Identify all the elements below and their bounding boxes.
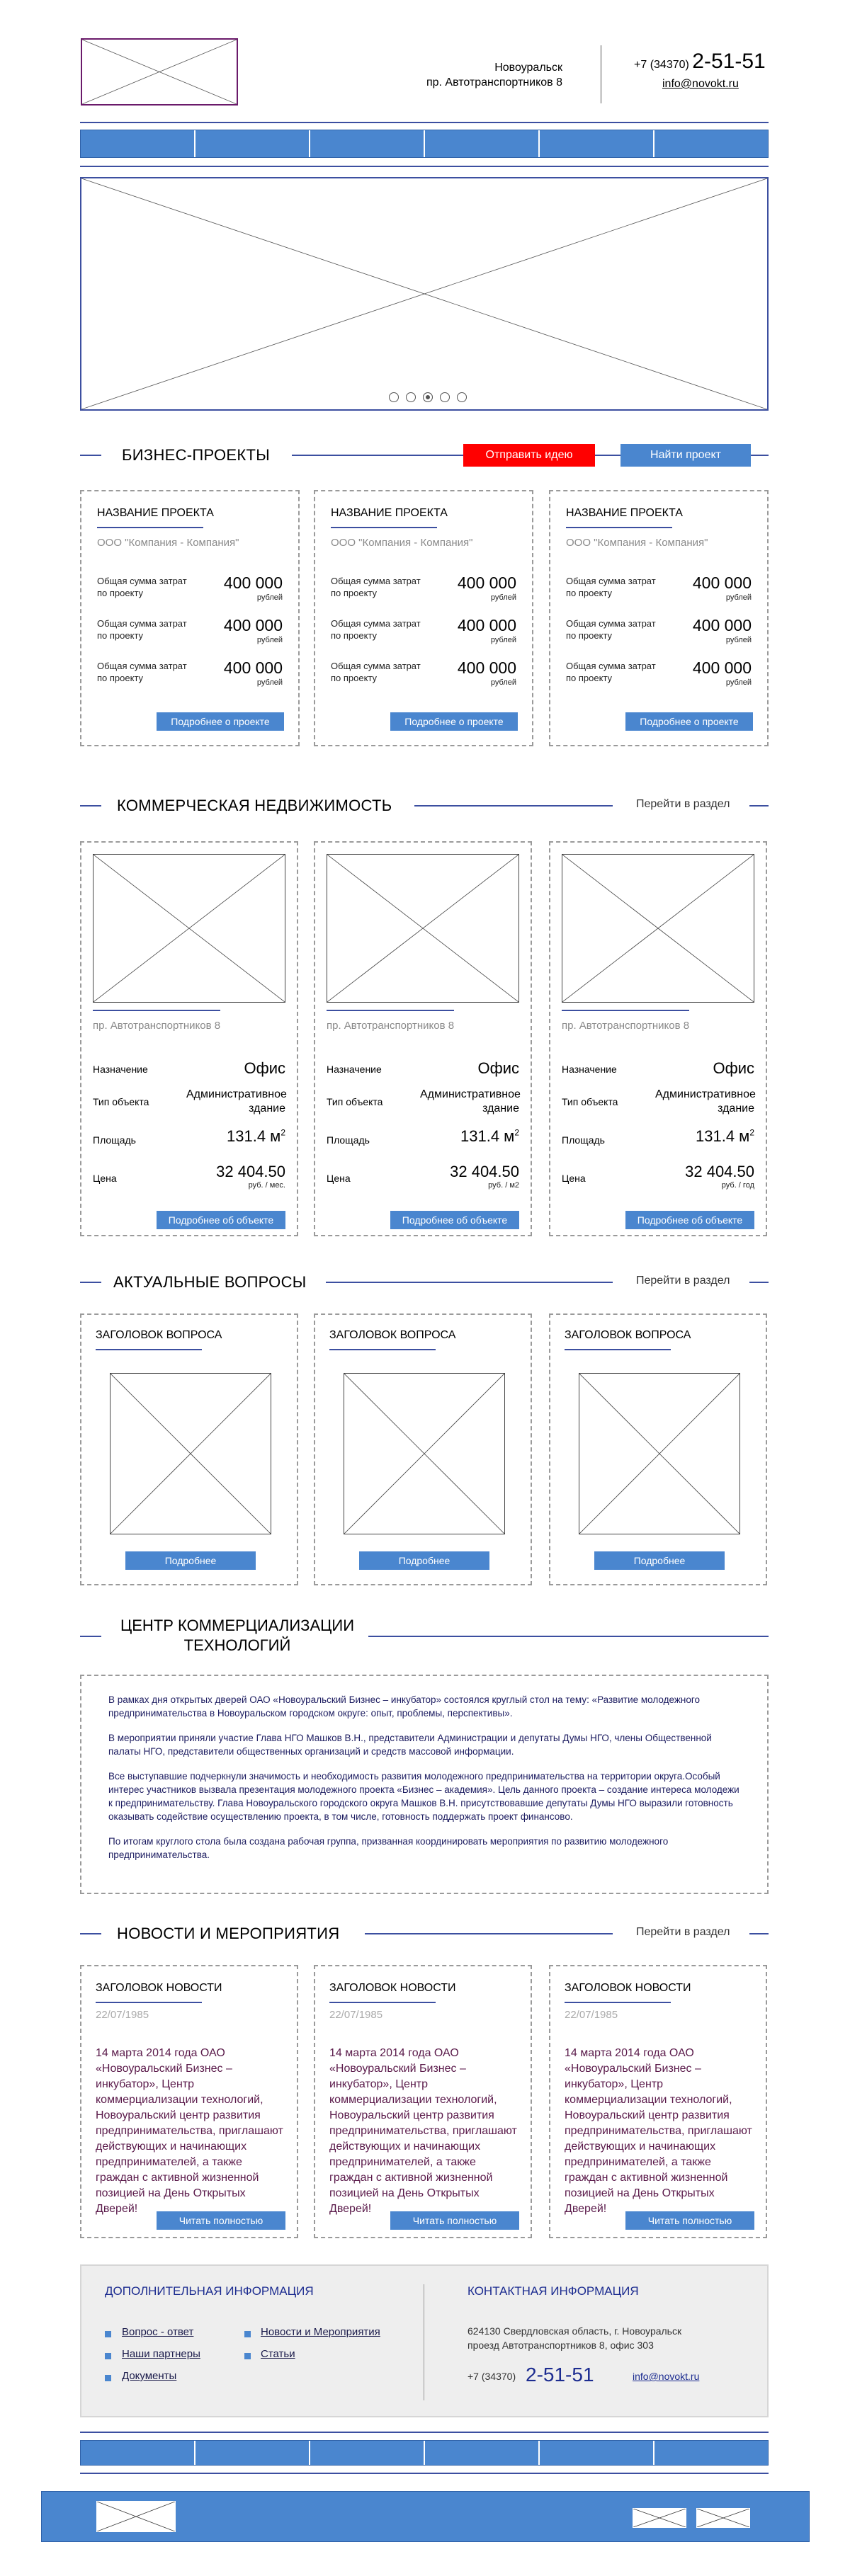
center-title-line2: ТЕХНОЛОГИЙ [183, 1636, 291, 1654]
area-value [460, 1127, 519, 1146]
question-details-button[interactable]: Подробнее [594, 1551, 725, 1570]
project-row-unit: рублей [490, 636, 516, 644]
price-value: 32 404.50 [216, 1163, 285, 1180]
nav-item-4[interactable] [425, 130, 540, 157]
bottom-nav-item-6[interactable] [654, 2441, 768, 2465]
project-row-value: 400 000 [692, 574, 752, 592]
realty-card [314, 841, 532, 1236]
find-project-button[interactable]: Найти проект [620, 444, 751, 467]
title-underline [565, 2002, 671, 2003]
purpose-label: Назначение [93, 1064, 148, 1075]
news-title[interactable]: ЗАГОЛОВОК НОВОСТИ [96, 1982, 222, 1994]
purpose-value: Офис [244, 1059, 285, 1077]
questions-section-title: АКТУАЛЬНЫЕ ВОПРОСЫ [113, 1273, 307, 1291]
projects-line-mid [292, 455, 463, 456]
price-unit: руб. / м2 [488, 1181, 519, 1190]
center-paragraph-4: По итогам круглого стола была создана рабочая группа, призванная координировать мероприятия по развитию молодежного предпринимательства. [108, 1836, 669, 1860]
project-card [80, 490, 300, 746]
bottom-nav-top-line [80, 2432, 769, 2433]
header-address: пр. Автотранспортников 8 [426, 76, 562, 89]
news-read-more-button[interactable]: Читать полностью [390, 2211, 519, 2230]
news-card [80, 1965, 298, 2238]
contact-info-title: КОНТАКТНАЯ ИНФОРМАЦИЯ [468, 2284, 639, 2298]
purpose-label: Назначение [327, 1064, 382, 1075]
news-section-link[interactable]: Перейти в раздел [636, 1926, 730, 1938]
question-details-button[interactable]: Подробнее [359, 1551, 489, 1570]
area-sup: 2 [514, 1127, 519, 1138]
questions-line-left [80, 1282, 101, 1283]
header-phone-code: +7 (34370) [634, 59, 689, 71]
price-value: 32 404.50 [450, 1163, 519, 1180]
send-idea-button[interactable]: Отправить идею [463, 444, 595, 467]
news-line-left [80, 1933, 101, 1934]
project-details-button[interactable]: Подробнее о проекте [157, 712, 284, 731]
slider-dot-5[interactable] [457, 392, 467, 402]
project-row-value: 400 000 [223, 659, 283, 677]
address-underline [327, 1010, 454, 1011]
news-title[interactable]: ЗАГОЛОВОК НОВОСТИ [329, 1982, 456, 1994]
realty-details-button[interactable]: Подробнее об объекте [157, 1211, 285, 1229]
contact-email-link[interactable]: info@novokt.ru [633, 2371, 700, 2382]
project-row-unit: рублей [725, 593, 752, 602]
price-label: Цена [93, 1173, 117, 1184]
header-phone [634, 50, 766, 74]
bullet-icon [244, 2331, 251, 2337]
additional-info-title: ДОПОЛНИТЕЛЬНАЯ ИНФОРМАЦИЯ [105, 2284, 314, 2298]
nav-top-line [80, 122, 769, 123]
project-row-label: Общая сумма затрат по проекту [566, 618, 656, 641]
nav-item-1[interactable] [81, 130, 196, 157]
purpose-value: Офис [477, 1059, 519, 1077]
news-read-more-button[interactable]: Читать полностью [625, 2211, 754, 2230]
project-name[interactable]: НАЗВАНИЕ ПРОЕКТА [97, 507, 214, 519]
footer-logo[interactable] [96, 2501, 176, 2532]
nav-item-6[interactable] [654, 130, 768, 157]
project-row-unit: рублей [256, 678, 283, 687]
question-card [314, 1313, 532, 1585]
title-underline [329, 2002, 436, 2003]
question-image[interactable] [110, 1373, 271, 1534]
question-title[interactable]: ЗАГОЛОВОК ВОПРОСА [329, 1329, 456, 1341]
bottom-nav-item-2[interactable] [196, 2441, 310, 2465]
footer-link-documents[interactable]: Документы [122, 2370, 177, 2382]
question-image[interactable] [344, 1373, 505, 1534]
realty-line-mid [414, 805, 613, 807]
title-underline [96, 2002, 202, 2003]
project-row-label: Общая сумма затрат по проекту [97, 576, 187, 598]
title-underline [96, 1349, 202, 1350]
purpose-label: Назначение [562, 1064, 617, 1075]
title-underline [331, 527, 437, 528]
question-title[interactable]: ЗАГОЛОВОК ВОПРОСА [96, 1329, 222, 1341]
area-number: 131.4 м [460, 1127, 515, 1145]
type-value: Административное здание [420, 1088, 521, 1115]
footer-link-faq[interactable]: Вопрос - ответ [122, 2326, 194, 2338]
news-line-mid [365, 1933, 613, 1934]
questions-line-mid [326, 1282, 613, 1283]
project-row-label: Общая сумма затрат по проекту [97, 618, 187, 641]
price-value: 32 404.50 [685, 1163, 754, 1180]
title-underline [97, 527, 203, 528]
projects-line-left [80, 455, 101, 456]
bullet-icon [244, 2353, 251, 2359]
realty-section-title: КОММЕРЧЕСКАЯ НЕДВИЖИМОСТЬ [117, 797, 392, 814]
project-row-value: 400 000 [457, 574, 516, 592]
center-paragraph-1: В рамках дня открытых дверей ОАО «Новоуральский Бизнес – инкубатор» состоялся круглый стол на тему: «Развитие молодежного предпринимательства в Новоуральском городском округе: опыт, проблемы, перспективы». [108, 1694, 700, 1719]
projects-line-mid2 [595, 455, 620, 456]
project-company: ООО "Компания - Компания" [566, 537, 708, 549]
project-card [549, 490, 769, 746]
realty-card [80, 841, 298, 1236]
price-label: Цена [327, 1173, 351, 1184]
bullet-icon [105, 2375, 111, 2381]
bottom-nav-item-3[interactable] [310, 2441, 425, 2465]
news-date: 22/07/1985 [565, 2009, 618, 2021]
bottom-nav-item-5[interactable] [540, 2441, 654, 2465]
project-row-label: Общая сумма затрат по проекту [566, 661, 656, 683]
project-name[interactable]: НАЗВАНИЕ ПРОЕКТА [331, 507, 448, 519]
projects-line-right [751, 455, 769, 456]
news-card [314, 1965, 532, 2238]
center-line-right [368, 1636, 769, 1637]
center-text-box [80, 1675, 769, 1894]
project-details-button[interactable]: Подробнее о проекте [390, 712, 518, 731]
bottom-nav-item-4[interactable] [425, 2441, 540, 2465]
type-label: Тип объекта [327, 1096, 383, 1107]
project-card [314, 490, 533, 746]
project-row-unit: рублей [490, 678, 516, 687]
project-row-unit: рублей [256, 636, 283, 644]
site-logo[interactable] [81, 38, 238, 106]
question-title[interactable]: ЗАГОЛОВОК ВОПРОСА [565, 1329, 691, 1341]
center-paragraph-2: В мероприятии приняли участие Глава НГО Машков В.Н., представители Администрации и депутаты Думы НГО, члены Общественной палаты НГО, представители общественных организаций и средств массовой информации. [108, 1733, 712, 1757]
header-phone-number[interactable]: 2-51-51 [692, 50, 766, 73]
contact-phone-number[interactable]: 2-51-51 [526, 2364, 594, 2386]
questions-section-link[interactable]: Перейти в раздел [636, 1275, 730, 1287]
question-details-button[interactable]: Подробнее [125, 1551, 256, 1570]
contact-phone-code: +7 (34370) [468, 2371, 516, 2382]
project-row-value: 400 000 [692, 659, 752, 677]
area-label: Площадь [327, 1134, 370, 1146]
project-company: ООО "Компания - Компания" [97, 537, 239, 549]
contact-address-1: 624130 Свердловская область, г. Новоуральск [468, 2325, 682, 2337]
slider-dot-3[interactable] [423, 392, 433, 402]
project-row-value: 400 000 [223, 616, 283, 634]
hero-slider[interactable] [80, 177, 769, 411]
project-details-button[interactable]: Подробнее о проекте [625, 712, 753, 731]
project-row-label: Общая сумма затрат по проекту [331, 618, 421, 641]
realty-line-left [80, 805, 101, 807]
footer-link-partners[interactable]: Наши партнеры [122, 2348, 200, 2360]
realty-photo[interactable] [93, 854, 285, 1003]
slider-dot-1[interactable] [389, 392, 399, 402]
bullet-icon [105, 2331, 111, 2337]
project-row-label: Общая сумма затрат по проекту [331, 661, 421, 683]
project-row-unit: рублей [256, 593, 283, 602]
contact-address-2: проезд Автотранспортников 8, офис 303 [468, 2340, 654, 2351]
news-section-title: НОВОСТИ И МЕРОПРИЯТИЯ [117, 1925, 340, 1942]
project-row-unit: рублей [725, 636, 752, 644]
center-section-title [113, 1616, 361, 1655]
bottom-nav-item-1[interactable] [81, 2441, 196, 2465]
news-date: 22/07/1985 [329, 2009, 383, 2021]
question-card [80, 1313, 298, 1585]
area-sup: 2 [749, 1127, 754, 1138]
news-text: 14 марта 2014 года ОАО «Новоуральский Бизнес – инкубатор», Центр коммерциализации технологий, Новоуральский центр развития предпринимательства, приглашают действующих и начинающих предпринимателей, а также граждан с активной жизненной позицией на День Открытых Дверей! [565, 2047, 752, 2215]
slider-dot-4[interactable] [440, 392, 450, 402]
nav-item-3[interactable] [310, 130, 425, 157]
main-nav [80, 130, 769, 158]
news-line-right [749, 1933, 769, 1934]
type-value: Административное здание [655, 1088, 756, 1115]
bottom-nav [80, 2440, 769, 2466]
nav-item-5[interactable] [540, 130, 654, 157]
project-row-label: Общая сумма затрат по проекту [97, 661, 187, 683]
question-card [549, 1313, 767, 1585]
news-card [549, 1965, 767, 2238]
project-name[interactable]: НАЗВАНИЕ ПРОЕКТА [566, 507, 683, 519]
area-label: Площадь [562, 1134, 605, 1146]
title-underline [329, 1349, 436, 1350]
footer-social-icon-1[interactable] [633, 2508, 686, 2528]
footer-social-icon-2[interactable] [696, 2508, 750, 2528]
project-company: ООО "Компания - Компания" [331, 537, 473, 549]
question-image[interactable] [579, 1373, 740, 1534]
realty-photo[interactable] [562, 854, 754, 1003]
type-label: Тип объекта [93, 1096, 149, 1107]
questions-line-right [749, 1282, 769, 1283]
realty-line-right [749, 805, 769, 807]
realty-details-button[interactable]: Подробнее об объекте [625, 1211, 754, 1229]
realty-address: пр. Автотранспортников 8 [93, 1020, 221, 1032]
price-unit: руб. / год [721, 1181, 754, 1190]
realty-card [549, 841, 767, 1236]
center-paragraph-3: Все выступавшие подчеркнули значимость и необходимость развития молодежного предпринимательства на территории округа.Особый интерес участников вызвала презентация молодежного проекта «Бизнес – академия». Цель данного проекта – создание интереса молодежи к предпринимательству. Глава Новоуральского городского округа Машков В.Н. присутствовавшие депутаты Думы НГО выразили готовность оказывать содействие осуществлению проекта, в том числе, готовность поддержать проект финансово. [108, 1771, 740, 1822]
bottom-nav-bottom-line [80, 2473, 769, 2474]
area-number: 131.4 м [227, 1127, 281, 1145]
price-label: Цена [562, 1173, 586, 1184]
area-number: 131.4 м [696, 1127, 750, 1145]
footer-link-articles[interactable]: Статьи [261, 2348, 295, 2360]
header-email-link[interactable]: info@novokt.ru [662, 78, 739, 90]
project-row-unit: рублей [725, 678, 752, 687]
project-row-value: 400 000 [457, 659, 516, 677]
price-unit: руб. / мес. [248, 1181, 285, 1190]
news-read-more-button[interactable]: Читать полностью [157, 2211, 285, 2230]
news-title[interactable]: ЗАГОЛОВОК НОВОСТИ [565, 1982, 691, 1994]
type-label: Тип объекта [562, 1096, 618, 1107]
news-text: 14 марта 2014 года ОАО «Новоуральский Бизнес – инкубатор», Центр коммерциализации технологий, Новоуральский центр развития предпринимательства, приглашают действующих и начинающих предпринимателей, а также граждан с активной жизненной позицией на День Открытых Дверей! [96, 2047, 283, 2215]
nav-bottom-line [80, 166, 769, 167]
project-row-value: 400 000 [223, 574, 283, 592]
area-value [696, 1127, 754, 1146]
project-row-label: Общая сумма затрат по проекту [331, 576, 421, 598]
title-underline [565, 1349, 671, 1350]
projects-section-title: БИЗНЕС-ПРОЕКТЫ [122, 446, 271, 464]
footer-link-news[interactable]: Новости и Мероприятия [261, 2326, 380, 2338]
area-value [227, 1127, 285, 1146]
purpose-value: Офис [713, 1059, 754, 1077]
realty-address: пр. Автотранспортников 8 [562, 1020, 690, 1032]
news-date: 22/07/1985 [96, 2009, 149, 2021]
realty-details-button[interactable]: Подробнее об объекте [390, 1211, 519, 1229]
project-row-label: Общая сумма затрат по проекту [566, 576, 656, 598]
address-underline [562, 1010, 689, 1011]
slider-dot-2[interactable] [406, 392, 416, 402]
type-value: Административное здание [186, 1088, 287, 1115]
realty-section-link[interactable]: Перейти в раздел [636, 798, 730, 810]
project-row-unit: рублей [490, 593, 516, 602]
center-line-left [80, 1636, 101, 1637]
header-city: Новоуральск [494, 62, 562, 74]
area-label: Площадь [93, 1134, 136, 1146]
news-text: 14 марта 2014 года ОАО «Новоуральский Бизнес – инкубатор», Центр коммерциализации технологий, Новоуральский центр развития предпринимательства, приглашают действующих и начинающих предпринимателей, а также граждан с активной жизненной позицией на День Открытых Дверей! [329, 2047, 517, 2215]
realty-photo[interactable] [327, 854, 519, 1003]
center-title-line1: ЦЕНТР КОММЕРЦИАЛИЗАЦИИ [120, 1617, 355, 1634]
nav-item-2[interactable] [196, 130, 310, 157]
project-row-value: 400 000 [692, 616, 752, 634]
address-underline [93, 1010, 220, 1011]
title-underline [566, 527, 672, 528]
project-row-value: 400 000 [457, 616, 516, 634]
area-sup: 2 [280, 1127, 285, 1138]
realty-address: пр. Автотранспортников 8 [327, 1020, 455, 1032]
bullet-icon [105, 2353, 111, 2359]
